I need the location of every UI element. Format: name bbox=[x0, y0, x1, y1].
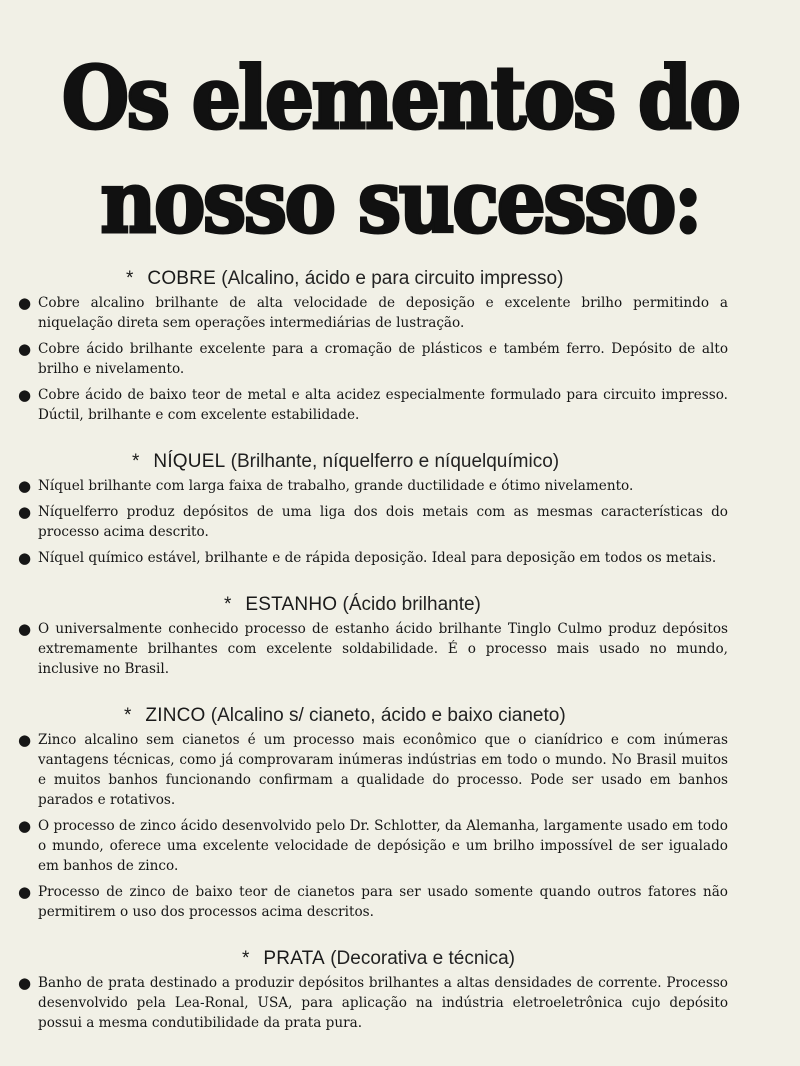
headline-line-2: nosso sucesso: bbox=[100, 152, 700, 253]
item-text: Níquel químico estável, brilhante e de rápida deposição. Ideal para deposição em todos os metais. bbox=[38, 550, 717, 566]
section-niquel bbox=[18, 451, 728, 568]
section-name: COBRE bbox=[147, 268, 216, 289]
section-heading bbox=[224, 594, 728, 616]
list-item bbox=[18, 476, 728, 496]
bullet-icon: ● bbox=[18, 503, 32, 521]
bullet-icon: ● bbox=[18, 386, 32, 404]
asterisk-marker: * bbox=[124, 705, 132, 726]
bullet-icon: ● bbox=[18, 817, 32, 835]
asterisk-marker: * bbox=[224, 594, 232, 615]
content-body bbox=[18, 268, 728, 1039]
bullet-icon: ● bbox=[18, 294, 32, 312]
item-text: O universalmente conhecido processo de estanho ácido brilhante Tinglo Culmo produz depósitos extremamente brilhantes com excelente soldabilidade. É o processo mais usado no mundo, inclusive no Brasil. bbox=[38, 621, 728, 677]
section-heading bbox=[132, 451, 728, 473]
section-cobre bbox=[18, 268, 728, 425]
section-detail: (Decorativa e técnica) bbox=[330, 948, 516, 969]
item-text: Zinco alcalino sem cianetos é um processo mais econômico que o cianídrico e com inúmeras vantagens técnicas, como já comprovaram inúmeras indústrias em todo o mundo. No Brasil muitos e muitos banhos funcionando confirmam a qualidade do processo. Pode ser usado em banhos parados e rotativos. bbox=[38, 732, 728, 808]
list-item bbox=[18, 548, 728, 568]
section-detail: (Brilhante, níquelferro e níquelquímico) bbox=[230, 451, 560, 472]
bullet-icon: ● bbox=[18, 549, 32, 567]
section-zinco bbox=[18, 705, 728, 922]
list-item bbox=[18, 502, 728, 542]
section-name: ESTANHO bbox=[245, 594, 338, 615]
list-item bbox=[18, 730, 728, 810]
item-text: Cobre ácido de baixo teor de metal e alta acidez especialmente formulado para circuito impresso. Dúctil, brilhante e com excelente estabilidade. bbox=[38, 387, 728, 423]
item-text: Cobre alcalino brilhante de alta velocidade de deposição e excelente brilho permitindo a niquelação direta sem operações intermediárias de lustração. bbox=[38, 295, 728, 331]
item-text: Processo de zinco de baixo teor de cianetos para ser usado somente quando outros fatores não permitirem o uso dos processos acima descritos. bbox=[38, 884, 728, 920]
list-item bbox=[18, 293, 728, 333]
item-text: Níquelferro produz depósitos de uma liga dos dois metais com as mesmas características do processo acima descrito. bbox=[38, 504, 728, 540]
list-item bbox=[18, 882, 728, 922]
list-item bbox=[18, 619, 728, 679]
bullet-icon: ● bbox=[18, 974, 32, 992]
section-name: NÍQUEL bbox=[153, 451, 226, 472]
section-prata bbox=[18, 948, 728, 1033]
asterisk-marker: * bbox=[126, 268, 134, 289]
list-item bbox=[18, 339, 728, 379]
section-detail: (Ácido brilhante) bbox=[342, 594, 481, 615]
section-name: PRATA bbox=[263, 948, 325, 969]
list-item bbox=[18, 816, 728, 876]
section-heading bbox=[124, 705, 728, 727]
asterisk-marker: * bbox=[132, 451, 140, 472]
bullet-icon: ● bbox=[18, 340, 32, 358]
item-text: Cobre ácido brilhante excelente para a cromação de plásticos e também ferro. Depósito de alto brilho e nivelamento. bbox=[38, 341, 728, 377]
bullet-icon: ● bbox=[18, 883, 32, 901]
section-detail: (Alcalino s/ cianeto, ácido e baixo cianeto) bbox=[210, 705, 566, 726]
asterisk-marker: * bbox=[242, 948, 250, 969]
section-name: ZINCO bbox=[145, 705, 206, 726]
section-detail: (Alcalino, ácido e para circuito impresso) bbox=[221, 268, 564, 289]
list-item bbox=[18, 385, 728, 425]
bullet-icon: ● bbox=[18, 477, 32, 495]
section-estanho bbox=[18, 594, 728, 679]
section-heading bbox=[242, 948, 728, 970]
bullet-icon: ● bbox=[18, 731, 32, 749]
item-text: O processo de zinco ácido desenvolvido pelo Dr. Schlotter, da Alemanha, largamente usado em todo o mundo, oferece uma excelente velocidade de depósição e um brilho impossível de ser igualado em banhos de zinco. bbox=[38, 818, 728, 874]
item-text: Banho de prata destinado a produzir depósitos brilhantes a altas densidades de corrente. Processo desenvolvido pela Lea-Ronal, USA, para aplicação na indústria eletroeletrônica cujo depósito possui a mesma condutibilidade da prata pura. bbox=[38, 975, 728, 1031]
list-item bbox=[18, 973, 728, 1033]
item-text: Níquel brilhante com larga faixa de trabalho, grande ductilidade e ótimo nivelamento. bbox=[38, 478, 634, 494]
bullet-icon: ● bbox=[18, 620, 32, 638]
headline-line-1: Os elementos do bbox=[61, 48, 739, 149]
section-heading bbox=[126, 268, 728, 290]
